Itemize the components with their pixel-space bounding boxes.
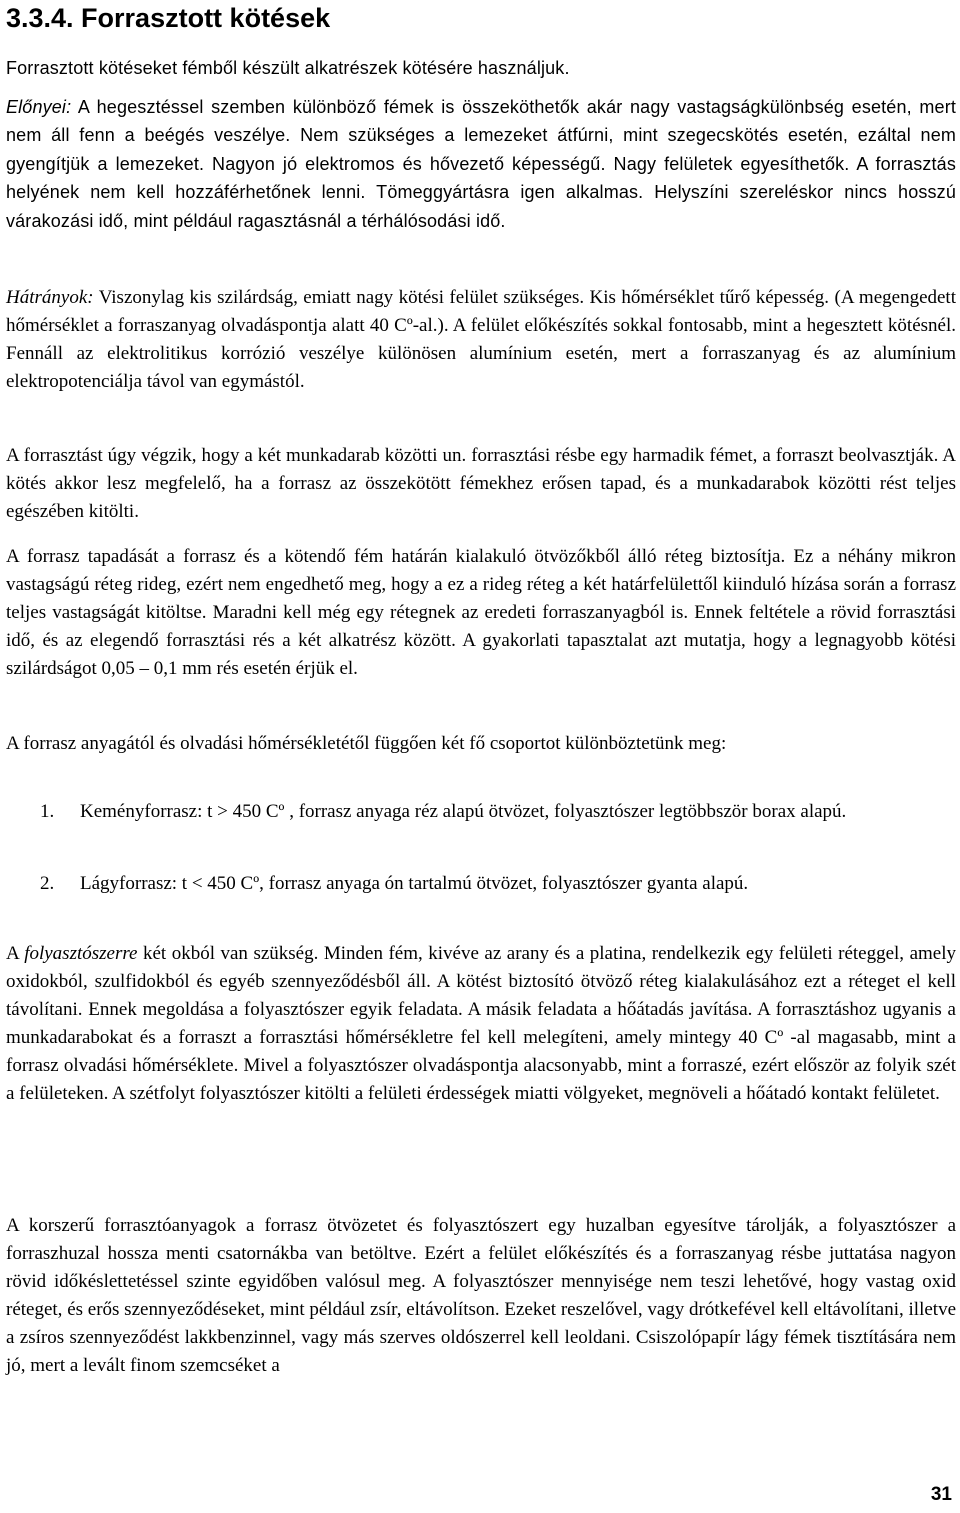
- flux-term: folyasztószerre: [24, 943, 138, 964]
- adhesion-paragraph: A forrasz tapadását a forrasz és a kötendő fém határán kialakuló ötvözőkből álló réteg biztosítja. Ez a néhány mikron vastagságú réteg rideg, ezért nem engedhető meg, hogy a ez a rideg réteg a két határfelülettől kiinduló hízása során a forrasz teljes vastagságát kitöltse. Maradni kell még egy rétegnek az eredeti forraszanyagból is. Ennek feltétele a rövid forrasztási idő, és az elegendő forrasztási rés a két alkatrész között. A gyakorlati tapasztalat azt mutatja, hogy a legnagyobb kötési szilárdságot 0,05 – 0,1 mm rés esetén érjük el.: [6, 546, 956, 679]
- intro-paragraph: Forrasztott kötéseket fémből készült alkatrészek kötésére használjuk.: [6, 58, 570, 78]
- advantages-text: A hegesztéssel szemben különböző fémek is összeköthetők akár nagy vastagságkülönbség esetén, mert nem áll fenn a beégés veszélye. Nem szükséges a lemezeket átfúrni, mint szegecskötés esetén, ezáltal nem gyengítjük a lemezeket. Nagyon jó elektromos és hővezető képességű. Nagy felületek egyesíthetők. A forrasztás helyének nem kell hozzáférhetőnek lenni. Tömeggyártásra igen alkalmas. Helyszíni szereléskor nincs hosszú várakozási idő, mint például ragasztásnál a térhálósodási idő.: [6, 97, 956, 231]
- advantages-label: Előnyei:: [6, 97, 72, 117]
- list-item-text: Lágyforrasz: t < 450 Cº, forrasz anyaga ón tartalmú ötvözet, folyasztószer gyanta alapú.: [80, 873, 749, 894]
- list-item-number: 1.: [40, 801, 55, 822]
- process-paragraph: A forrasztást úgy végzik, hogy a két munkadarab közötti un. forrasztási résbe egy harmadik fémet, a forraszt beolvasztják. A kötés akkor lesz megfelelő, ha a forrasz az összekötött fémekhez erősen tapad, és a munkadarabok közötti rést teljes egészében kitölti.: [6, 445, 956, 522]
- page-number: 31: [930, 1484, 952, 1505]
- flux-text: két okból van szükség. Minden fém, kivéve az arany és a platina, rendelkezik egy felületi réteggel, amely oxidokból, szulfidokból és egyéb szennyeződésből áll. A kötést biztosító ötvöző réteg kialakulásához ezt a réteget el kell távolítani. Ennek megoldása a folyasztószer egyik feladata. A másik feladata a hőátadás javítása. A forrasztáshoz ugyanis a munkadarabokat és a forraszt a forrasztási hőmérsékletre fel kell melegíteni, amely mintegy 40 Cº -al magasabb, mint a forrasz olvadási hőmérséklete. Mivel a folyasztószer olvadáspontja alacsonyabb, mint a forraszé, ezért először az folyik szét a felületeken. A szétfolyt folyasztószer kitölti a felületi érdességek miatti völgyeket, megnöveli a hőátadó kontakt felületet.: [6, 943, 956, 1104]
- flux-paragraph: [6, 940, 956, 1108]
- flux-pre: A: [6, 943, 25, 964]
- section-heading: 3.3.4. Forrasztott kötések: [6, 3, 331, 33]
- disadvantages-text: Viszonylag kis szilárdság, emiatt nagy kötési felület szükséges. Kis hőmérséklet tűrő képesség. (A megengedett hőmérséklet a forraszanyag olvadáspontja alatt 40 Cº-al.). A felület előkészítés sokkal fontosabb, mint a hegesztett kötésnél. Fennáll az elektrolitikus korrózió veszélye különösen alumínium esetén, mert a forraszanyag és az alumínium elektropotenciálja távol van egymástól.: [6, 287, 956, 392]
- advantages-paragraph: [6, 93, 956, 235]
- disadvantages-paragraph: [6, 284, 956, 396]
- list-item-number: 2.: [40, 873, 55, 894]
- disadvantages-label: Hátrányok:: [6, 287, 94, 308]
- list-item-text: Keményforrasz: t > 450 Cº , forrasz anyaga réz alapú ötvözet, folyasztószer legtöbbször borax alapú.: [80, 801, 847, 822]
- list-item: [40, 798, 956, 826]
- modern-paragraph: A korszerű forrasztóanyagok a forrasz ötvözetet és folyasztószert egy huzalban egyesítve tárolják, a folyasztószer a forraszhuzal hossza menti csatornákba van betöltve. Ezért a felület előkészítés és a forraszanyag résbe juttatása nagyon rövid időkéslettetéssel szinte egyidőben valósul meg. A folyasztószer mennyisége nem teszi lehetővé, hogy vastag oxid réteget, és erős szennyeződéseket, mint például zsír, eltávolítson. Ezeket reszelővel, vagy drótkefével kell eltávolítani, illetve a zsíros szennyeződést lakkbenzinnel, vagy más szerves oldószerrel kell leoldani. Csiszolópapír lágy fémek tisztítására nem jó, mert a levált finom szemcséket a: [6, 1215, 956, 1376]
- groups-paragraph: A forrasz anyagától és olvadási hőmérsékletétől függően két fő csoportot különböztetünk meg:: [6, 733, 727, 754]
- list-item: [40, 870, 956, 898]
